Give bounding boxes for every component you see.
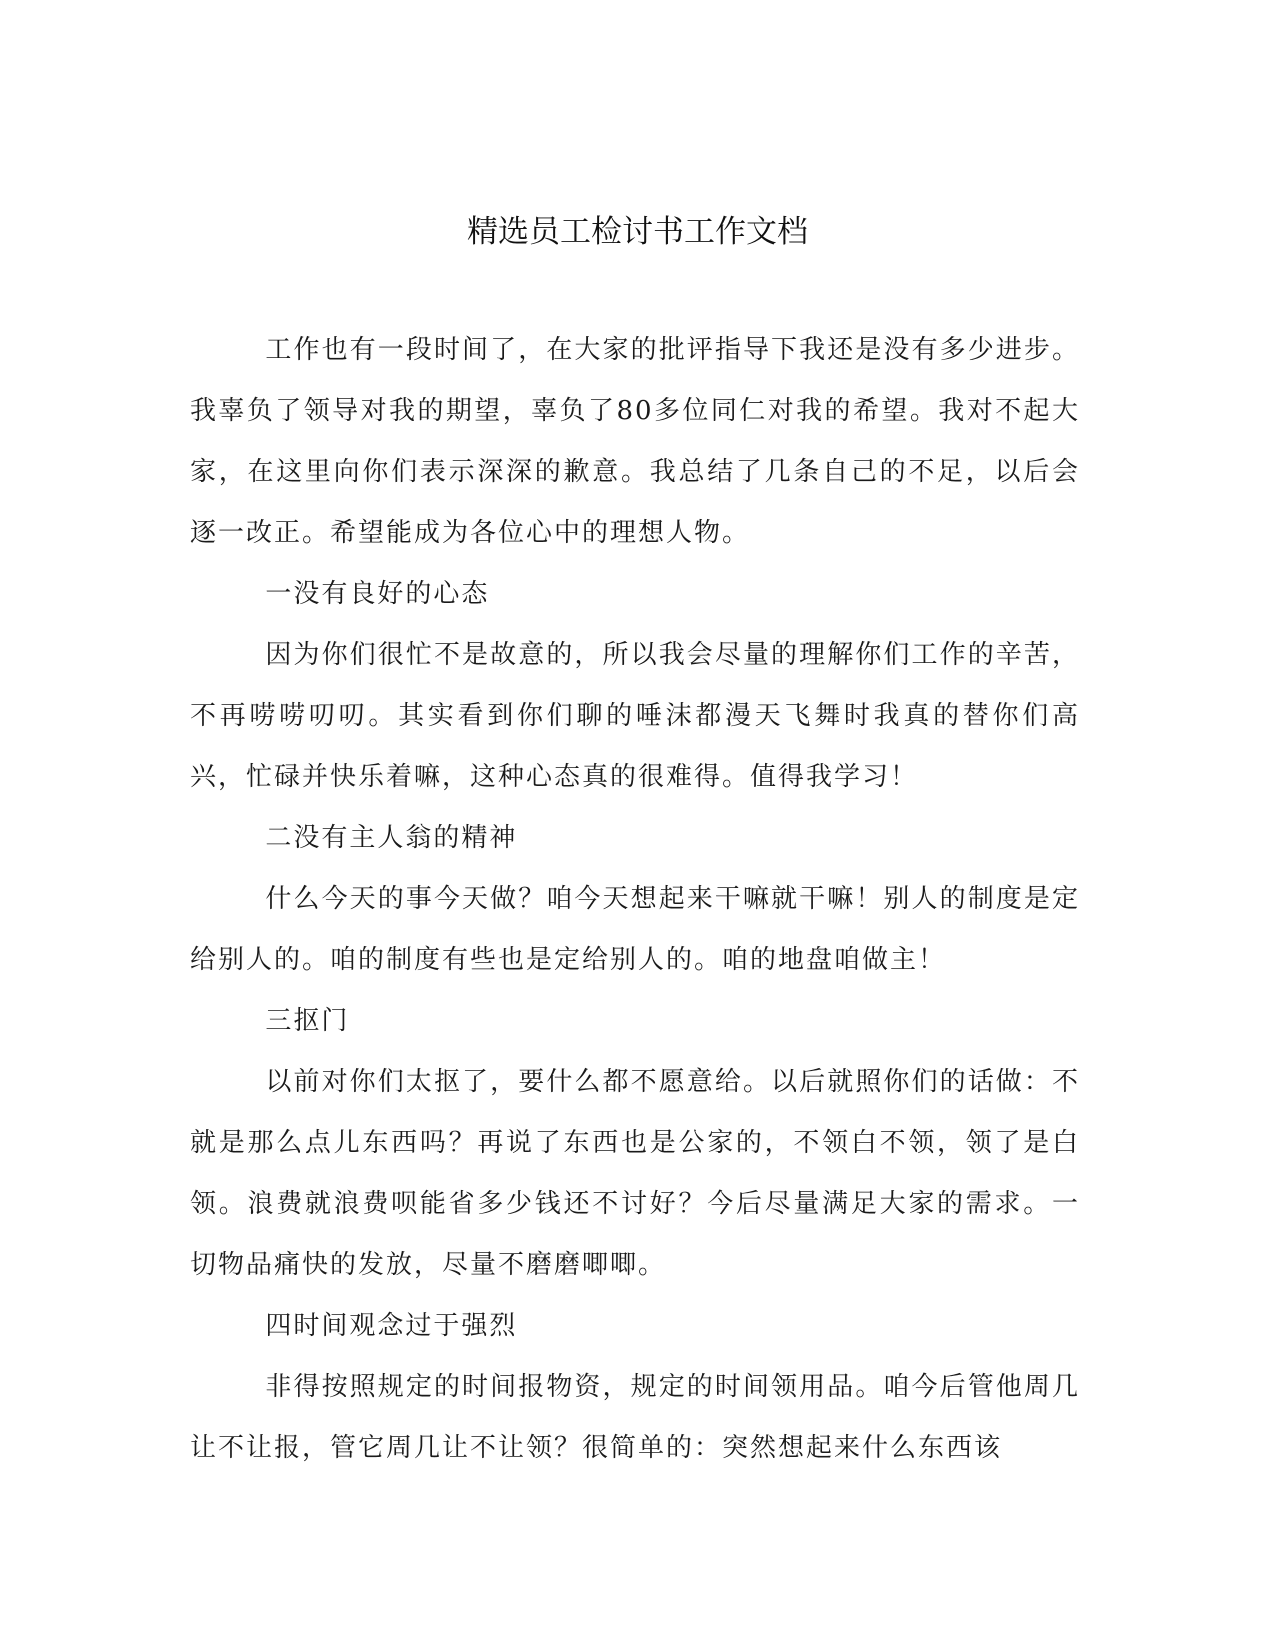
paragraph-section-1: 因为你们很忙不是故意的，所以我会尽量的理解你们工作的辛苦，不再唠唠叨叨。其实看到你们聊的唾沫都漫天飞舞时我真的替你们高兴，忙碌并快乐着嘛，这种心态真的很难得。值得我学习！: [190, 640, 1080, 792]
section-heading-2: 二没有主人翁的精神: [265, 823, 518, 853]
paragraph-section-4: 非得按照规定的时间报物资，规定的时间领用品。咱今后管他周几让不让报，管它周几让不让领？很简单的：突然想起来什么东西该: [190, 1372, 1080, 1463]
section-heading-3: 三抠门: [265, 1006, 350, 1036]
paragraph-section-2: 什么今天的事今天做？咱今天想起来干嘛就干嘛！别人的制度是定给别人的。咱的制度有些也是定给别人的。咱的地盘咱做主！: [190, 884, 1080, 975]
paragraph-intro: 工作也有一段时间了，在大家的批评指导下我还是没有多少进步。我辜负了领导对我的期望，辜负了80多位同仁对我的希望。我对不起大家，在这里向你们表示深深的歉意。我总结了几条自己的不足，以后会逐一改正。希望能成为各位心中的理想人物。: [190, 335, 1080, 548]
section-heading-4: 四时间观念过于强烈: [265, 1311, 518, 1341]
paragraph-section-3: 以前对你们太抠了，要什么都不愿意给。以后就照你们的话做：不就是那么点儿东西吗？再说了东西也是公家的，不领白不领，领了是白领。浪费就浪费呗能省多少钱还不讨好？今后尽量满足大家的需求。一切物品痛快的发放，尽量不磨磨唧唧。: [190, 1067, 1080, 1280]
document-body: [190, 320, 1080, 1479]
document-title: 精选员工检讨书工作文档: [467, 214, 808, 250]
section-heading-1: 一没有良好的心态: [265, 579, 490, 609]
